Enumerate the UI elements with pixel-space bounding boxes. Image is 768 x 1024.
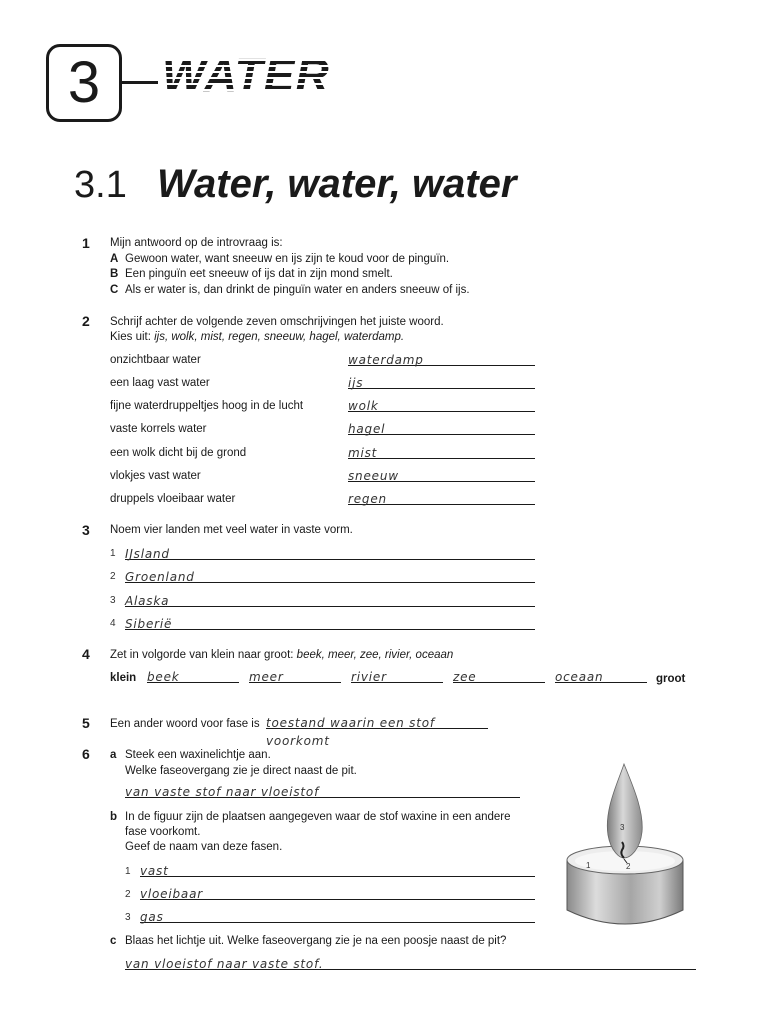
q2-answer-field-3[interactable]: wolk bbox=[348, 397, 535, 412]
q2-answer-field-5[interactable]: mist bbox=[348, 444, 535, 459]
q2-answer-field-4[interactable]: hagel bbox=[348, 420, 535, 435]
question-number-1: 1 bbox=[82, 235, 90, 251]
q6-part-b-letter: b bbox=[110, 811, 118, 823]
q3-item-number-4: 4 bbox=[110, 618, 116, 629]
q6b-line-1: In de figuur zijn de plaatsen aangegeven waar de stof waxine in een andere bbox=[125, 811, 511, 823]
q2-answer-field-1[interactable]: waterdamp bbox=[348, 351, 535, 366]
q4-answer-field-1[interactable]: beek bbox=[147, 668, 239, 683]
question-number-4: 4 bbox=[82, 646, 90, 662]
q6-part-c-letter: c bbox=[110, 935, 117, 947]
q2-intro: Schrijf achter de volgende zeven omschrijvingen het juiste woord. bbox=[110, 316, 444, 328]
q3-item-number-3: 3 bbox=[110, 595, 116, 606]
tealight-candle-illustration bbox=[560, 760, 690, 932]
q5-text: Een ander woord voor fase is bbox=[110, 718, 260, 730]
section-title: Water, water, water bbox=[157, 162, 517, 206]
q2-desc-4: vaste korrels water bbox=[110, 423, 207, 435]
chapter-connector-line bbox=[122, 81, 158, 84]
q6a-line-1: Steek een waxinelichtje aan. bbox=[125, 749, 271, 761]
q2-desc-6: vlokjes vast water bbox=[110, 470, 201, 482]
q2-desc-2: een laag vast water bbox=[110, 377, 210, 389]
flame-shape bbox=[607, 764, 642, 858]
q1-option-b: B Een pinguïn eet sneeuw of ijs dat in zijn mond smelt. bbox=[110, 268, 393, 280]
q2-choose: Kies uit: ijs, wolk, mist, regen, sneeuw, hagel, waterdamp. bbox=[110, 331, 405, 343]
question-number-5: 5 bbox=[82, 715, 90, 731]
q5-answer-field[interactable]: toestand waarin een stof voorkomt bbox=[266, 714, 488, 729]
q6b-item-number-1: 1 bbox=[125, 866, 131, 877]
q6c-answer-field[interactable]: van vloeistof naar vaste stof. bbox=[125, 955, 696, 970]
q3-intro: Noem vier landen met veel water in vaste vorm. bbox=[110, 524, 353, 536]
q6a-line-2: Welke faseovergang zie je direct naast de pit. bbox=[125, 765, 357, 777]
question-number-3: 3 bbox=[82, 522, 90, 538]
q6b-line-2: fase voorkomt. bbox=[125, 826, 201, 838]
section-number: 3.1 bbox=[74, 164, 127, 206]
figure-label-2: 2 bbox=[626, 862, 631, 871]
q6b-item-number-2: 2 bbox=[125, 889, 131, 900]
q2-desc-1: onzichtbaar water bbox=[110, 354, 201, 366]
q2-answer-field-7[interactable]: regen bbox=[348, 490, 535, 505]
figure-label-3: 3 bbox=[620, 823, 625, 832]
q6c-text: Blaas het lichtje uit. Welke faseovergang zie je na een poosje naast de pit? bbox=[125, 935, 507, 947]
q4-intro: Zet in volgorde van klein naar groot: beek, meer, zee, rivier, oceaan bbox=[110, 649, 454, 661]
q6-part-a-letter: a bbox=[110, 749, 117, 761]
q4-answer-field-5[interactable]: oceaan bbox=[555, 668, 647, 683]
q3-answer-field-4[interactable]: Siberië bbox=[125, 615, 535, 630]
question-number-2: 2 bbox=[82, 313, 90, 329]
q4-end-label: groot bbox=[656, 673, 686, 685]
q6b-answer-field-3[interactable]: gas bbox=[140, 908, 535, 923]
q2-answer-field-2[interactable]: ijs bbox=[348, 374, 535, 389]
chapter-title: WATER bbox=[162, 49, 330, 101]
q1-option-a: A Gewoon water, want sneeuw en ijs zijn te koud voor de pinguïn. bbox=[110, 253, 450, 265]
q6b-answer-field-1[interactable]: vast bbox=[140, 862, 535, 877]
q1-intro: Mijn antwoord op de introvraag is: bbox=[110, 237, 283, 249]
chapter-number: 3 bbox=[67, 50, 101, 115]
q6b-item-number-3: 3 bbox=[125, 912, 131, 923]
q6a-answer-field[interactable]: van vaste stof naar vloeistof bbox=[125, 783, 520, 798]
q4-answer-field-2[interactable]: meer bbox=[249, 668, 341, 683]
q6b-answer-field-2[interactable]: vloeibaar bbox=[140, 885, 535, 900]
q3-item-number-1: 1 bbox=[110, 548, 116, 559]
chapter-number-box bbox=[46, 44, 122, 122]
q2-desc-3: fijne waterdruppeltjes hoog in de lucht bbox=[110, 400, 304, 412]
q3-item-number-2: 2 bbox=[110, 571, 116, 582]
q6b-line-3: Geef de naam van deze fasen. bbox=[125, 841, 283, 853]
q3-answer-field-1[interactable]: IJsland bbox=[125, 545, 535, 560]
question-number-6: 6 bbox=[82, 746, 90, 762]
q2-answer-field-6[interactable]: sneeuw bbox=[348, 467, 535, 482]
q2-desc-7: druppels vloeibaar water bbox=[110, 493, 236, 505]
q4-answer-field-4[interactable]: zee bbox=[453, 668, 545, 683]
q1-option-c: C Als er water is, dan drinkt de pinguïn water en anders sneeuw of ijs. bbox=[110, 284, 470, 296]
q4-answer-field-3[interactable]: rivier bbox=[351, 668, 443, 683]
figure-label-1: 1 bbox=[586, 861, 591, 870]
q3-answer-field-3[interactable]: Alaska bbox=[125, 592, 535, 607]
q3-answer-field-2[interactable]: Groenland bbox=[125, 568, 535, 583]
q4-start-label: klein bbox=[110, 672, 137, 684]
q2-desc-5: een wolk dicht bij de grond bbox=[110, 447, 247, 459]
